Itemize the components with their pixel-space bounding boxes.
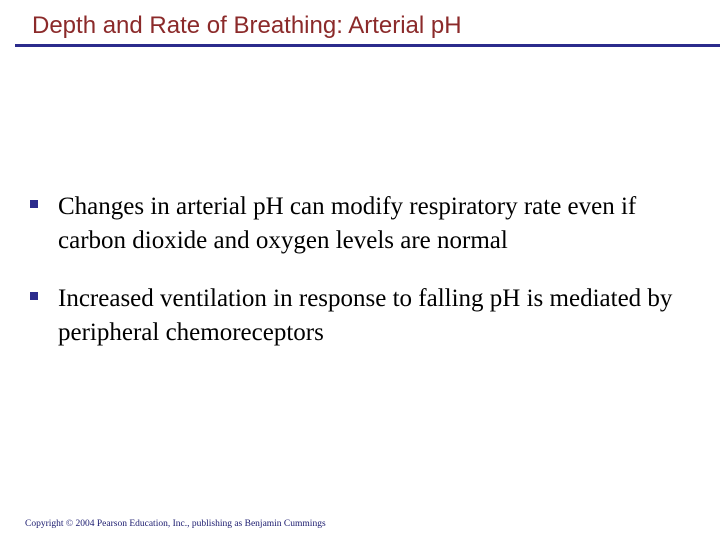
bullet-text: Increased ventilation in response to falling pH is mediated by peripheral chemoreceptors: [58, 285, 673, 346]
copyright-footer: Copyright © 2004 Pearson Education, Inc., publishing as Benjamin Cummings: [25, 519, 326, 529]
slide-title: Depth and Rate of Breathing: Arterial pH: [32, 12, 462, 39]
bullet-list: [30, 190, 710, 374]
bullet-item: [30, 282, 710, 350]
bullet-text: Changes in arterial pH can modify respiratory rate even if carbon dioxide and oxygen levels are normal: [58, 193, 637, 254]
square-bullet-icon: [30, 200, 38, 208]
bullet-item: [30, 190, 710, 258]
square-bullet-icon: [30, 292, 38, 300]
title-underline: [15, 44, 720, 47]
